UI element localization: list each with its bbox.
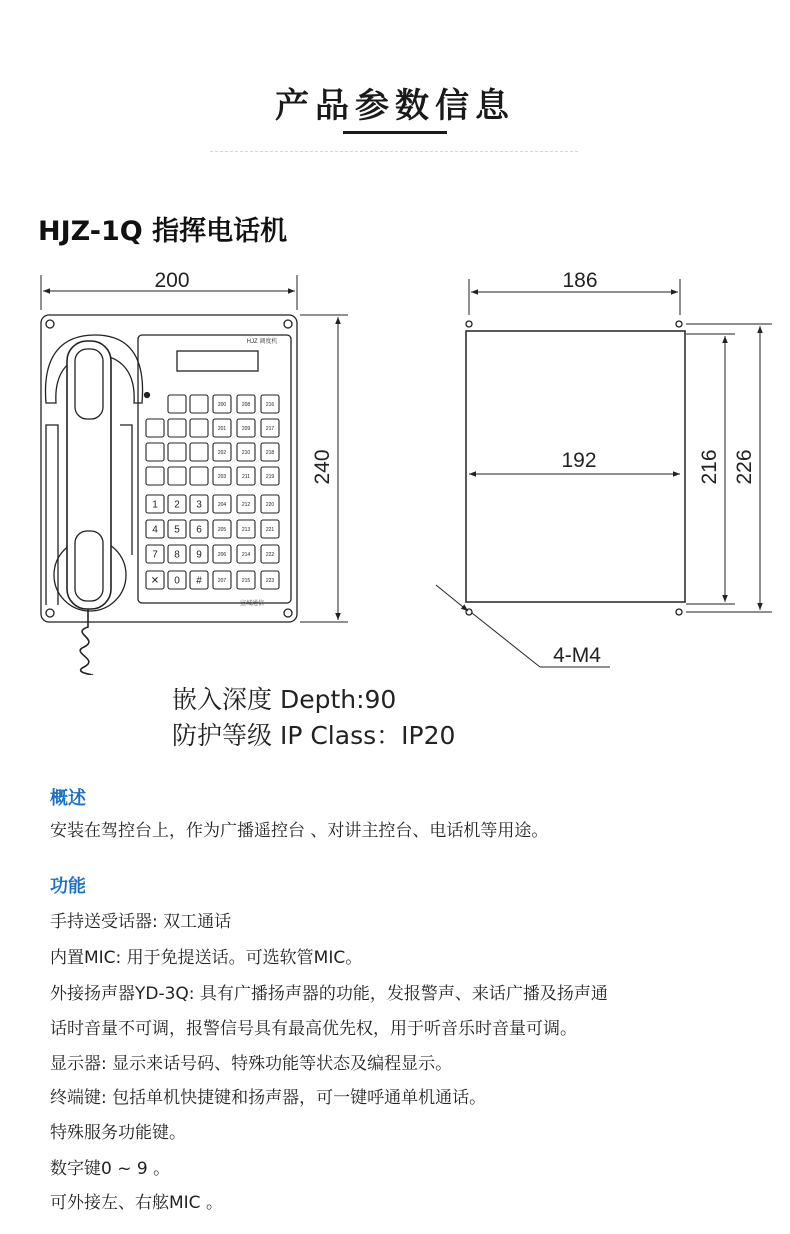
function-key: [146, 419, 164, 437]
extension-key-label: 223: [265, 577, 275, 584]
front-width-label: 200: [154, 269, 190, 292]
dimension-drawing: [0, 255, 790, 675]
features-title: 功能: [50, 876, 86, 897]
function-key: [190, 419, 208, 437]
spec-ip-class: 防护等级 IP Class：IP20: [172, 721, 456, 750]
handset: [67, 341, 111, 609]
feature-line: 外接扬声器YD-3Q: 具有广播扬声器的功能，发报警声、来话广播及扬声通: [50, 984, 608, 1004]
display-screen: [177, 351, 258, 371]
function-key: [168, 443, 186, 461]
digit-key-label: 8: [174, 549, 180, 561]
feature-line: 特殊服务功能键。: [50, 1123, 186, 1143]
extension-key-label: 222: [265, 551, 275, 558]
front-height-label: 240: [311, 449, 334, 485]
extension-key-label: 211: [242, 473, 250, 480]
function-key: [190, 395, 208, 413]
function-key: [190, 443, 208, 461]
inner-height-label: 216: [698, 449, 721, 485]
function-key: [190, 467, 208, 485]
extension-key-label: 203: [217, 473, 227, 480]
overview-text: 安装在驾控台上，作为广播遥控台 、对讲主控台、电话机等用途。: [50, 821, 549, 841]
digit-key-label: 1: [152, 499, 158, 511]
digit-key-label: 3: [196, 499, 202, 511]
keypad-keys: [146, 395, 279, 589]
device-model-label: HJZ 调度机: [246, 339, 278, 345]
feature-line: 数字键0 ~ 9 。: [50, 1159, 171, 1179]
feature-line: 可外接左、右舷MIC 。: [50, 1193, 223, 1213]
function-key: [168, 395, 186, 413]
digit-key-label: ✕: [150, 575, 160, 587]
function-key: [168, 467, 186, 485]
digit-key-label: 5: [174, 524, 180, 536]
digit-key-label: 9: [196, 549, 202, 561]
digit-key-label: #: [196, 575, 202, 587]
rear-width-label: 186: [562, 269, 598, 292]
digit-key-label: 2: [174, 499, 180, 511]
inner-width-label: 192: [561, 449, 597, 472]
extension-key-label: 201: [217, 425, 227, 432]
feature-line: 显示器: 显示来话号码、特殊功能等状态及编程显示。: [50, 1054, 453, 1074]
coil-cord: [80, 609, 92, 675]
extension-key-label: 212: [241, 501, 251, 508]
extension-key-label: 213: [241, 526, 251, 533]
feature-line: 手持送受话器: 双工通话: [50, 912, 232, 932]
extension-key-label: 209: [241, 425, 251, 432]
digit-key-label: 7: [152, 549, 158, 561]
brand-label: 宣城通信: [239, 601, 265, 607]
extension-key-label: 208: [241, 401, 251, 408]
extension-key-label: 210: [241, 449, 251, 456]
outer-height-label: 226: [733, 449, 756, 485]
spec-depth: 嵌入深度 Depth:90: [172, 685, 397, 714]
feature-line: 终端键: 包括单机快捷键和扬声器，可一键呼通单机通话。: [50, 1088, 487, 1108]
extension-key-label: 220: [265, 501, 275, 508]
function-key: [146, 467, 164, 485]
extension-key-label: 215: [241, 577, 251, 584]
feature-line: 内置MIC: 用于免提送话。可选软管MIC。: [50, 948, 363, 968]
extension-key-label: 217: [265, 425, 275, 432]
title-underline: [343, 131, 447, 134]
extension-key-label: 214: [241, 551, 251, 558]
digit-key-label: 0: [174, 575, 180, 587]
extension-key-label: 202: [217, 449, 227, 456]
overview-title: 概述: [50, 788, 86, 809]
extension-key-label: 221: [265, 526, 275, 533]
extension-key-label: 205: [217, 526, 227, 533]
extension-key-label: 216: [265, 401, 275, 408]
extension-key-label: 206: [217, 551, 227, 558]
page-title: 产品参数信息: [275, 86, 515, 126]
extension-key-label: 219: [265, 473, 275, 480]
extension-key-label: 204: [217, 501, 227, 508]
extension-key-label: 218: [265, 449, 275, 456]
function-key: [168, 419, 186, 437]
extension-key-label: 207: [217, 577, 227, 584]
title-divider: [210, 151, 580, 152]
function-key: [146, 443, 164, 461]
extension-key-label: 200: [217, 401, 227, 408]
product-name: HJZ-1Q 指挥电话机: [38, 216, 288, 247]
digit-key-label: 6: [196, 524, 202, 536]
digit-key-label: 4: [152, 524, 158, 536]
mount-screw-label: 4-M4: [553, 644, 601, 667]
feature-line: 话时音量不可调，报警信号具有最高优先权，用于听音乐时音量可调。: [50, 1019, 577, 1039]
rear-view: [436, 279, 772, 667]
